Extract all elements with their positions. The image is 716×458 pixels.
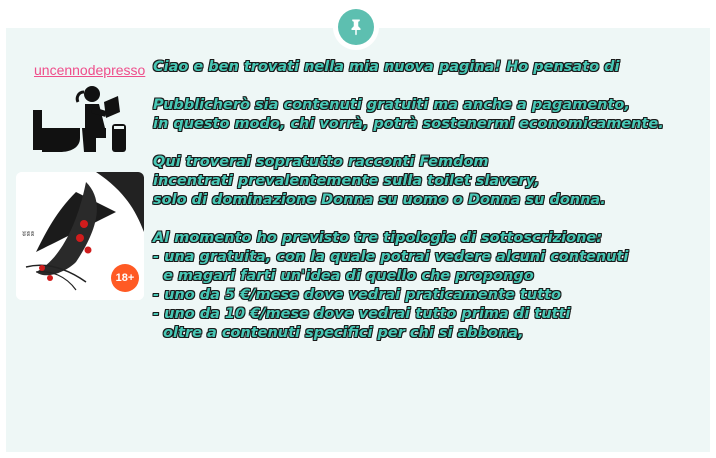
profile-username-link[interactable]: uncennodepresso	[34, 62, 146, 78]
post-body-text	[153, 58, 703, 343]
post-text-line: - uno da 10 €/mese dove vedrai tutto prima di tutti	[153, 306, 571, 322]
post-text-line: Ciao e ben trovati nella mia nuova pagina! Ho pensato di	[153, 59, 620, 75]
paragraph-gap	[153, 134, 703, 153]
post-text-line: - una gratuita, con la quale potrai vedere alcuni contenuti	[153, 249, 629, 265]
post-text-line: Al momento ho previsto tre tipologie di sottoscrizione:	[153, 230, 603, 246]
svg-text:ʬʬʬ: ʬʬʬ	[22, 230, 35, 238]
post-text-line: oltre a contenuti specifici per chi si abbona,	[153, 325, 524, 341]
post-text-line: solo di dominazione Donna su uomo o Donna su donna.	[153, 192, 606, 208]
post-text-line: Qui troverai sopratutto racconti Femdom	[153, 154, 489, 170]
profile-thumbnail-image	[16, 172, 144, 300]
paragraph-gap	[153, 210, 703, 229]
pinned-badge	[333, 4, 379, 50]
post-text-line: Pubblicherò sia contenuti gratuiti ma anche a pagamento,	[153, 97, 630, 113]
pin-icon	[338, 9, 374, 45]
person-reading-on-toilet-icon	[30, 84, 130, 158]
age-restriction-badge: 18+	[111, 264, 139, 292]
paragraph-gap	[153, 77, 703, 96]
post-text-line: in questo modo, chi vorrà, potrà sostenermi economicamente.	[153, 116, 664, 132]
post-text-line: e magari farti un'idea di quello che propongo	[153, 268, 534, 284]
post-text-line: incentrati prevalentemente sulla toilet slavery,	[153, 173, 540, 189]
post-text-line: - uno da 5 €/mese dove vedrai praticamente tutto	[153, 287, 561, 303]
